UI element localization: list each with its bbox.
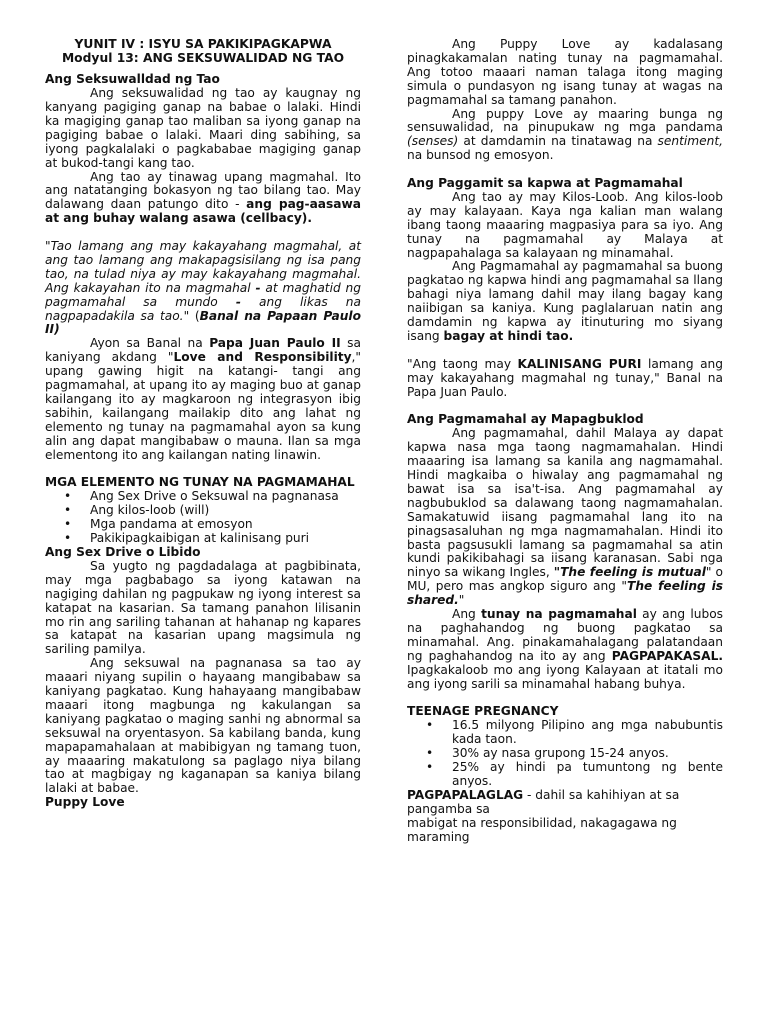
list-item: • Ang Sex Drive o Seksuwal na pagnanasa [90,490,361,504]
paragraph: Ang seksuwalidad ng tao ay kaugnay ng kanyang pagiging ganap na babae o lalaki. Hindi ka magiging ganap tao maliban sa iyong ganap na pagiging babae o lalaki. Maari ding sabihing, sa iyong pagkalalaki o pagkababae magiging ganap at bukod-tangi kang tao. [45,86,361,170]
paragraph: Ang seksuwal na pagnanasa sa tao ay maaari niyang supilin o hayaang mangibabaw sa kaniyang pagkatao. Kung hahayaang mangibabaw maaari itong magbunga ng kakulangan sa kaniyang pagkatao o maging sanhi ng abnormal sa seksuwal na oryentasyon. Sa kabilang banda, kung mapapamahalaan at mabibigyan ng tamang tuon, ay maaaring makatulong sa paglago niya bilang tao at magbigay ng kaganapan sa kaniya bilang lalaki at babae. [45,656,361,796]
elemento-list [45,490,361,546]
paragraph: Ang Puppy Love ay kadalasang pinagkakamalan nating tunay na pagmamahal. Ang totoo maaari naman talaga itong maging simula o pundasyon ng isang tunay at wagas na pagmamahal sa tamang panahon. [407,37,723,107]
heading-puppy-love: Puppy Love [45,795,125,810]
heading-elemento: MGA ELEMENTO NG TUNAY NA PAGMAMAHAL [45,475,355,490]
list-item: • 16.5 milyong Pilipino ang mga nabubuntis kada taon. [452,719,723,747]
list-item: • 30% ay nasa grupong 15-24 anyos. [452,747,723,761]
paragraph: Ang pagmamahal, dahil Malaya ay dapat kapwa nasa mga taong nagmamahalan. Hindi maaaring isa lamang sa kanila ang nagmamahal. Hindi magkaiba o hiwalay ang pagmamahal ng bawat isa sa isa't-isa. Ang pagmamahal ay nagbubuklod sa dalawang taong nagmamahalan. Samakatuwid iisang pagmamahal lang ito na pinagsasaluhan ng mga nagmamahalan. Hindi ito basta pagsusukli lamang sa pagmamahal sa atin kundi pakikibahagi sa iisang karanasan. Sabi nga ninyo sa wikang Ingles, "The feeling is mutual" o MU, pero mas angkop siguro ang "The feeling is shared." [407,426,724,608]
quote-paragraph: "Tao lamang ang may kakayahang magmahal, at ang tao lamang ang makapagsisilang ng isa pang tao, na tulad niya ay may kakayahang magmahal. Ang kakayahan ito na magmahal - at maghatid ng pagmamahal sa mundo - ang likas na nagpapadakila sa tao." (Banal na Papaan Paulo II) [45,239,362,337]
document-title [45,38,361,65]
paragraph: Ang tunay na pagmamahal ay ang lubos na paghahandog ng buong pagkatao sa minamahal. Ang. pinakamahalagang palatandaan ng paghahandog na ito ay ang PAGPAPAKASAL. Ipagkakaloob mo ang iyong Kalayaan at itatali mo ang iyong sarili sa minamahal habang buhya. [407,607,723,691]
heading-sex-drive: Ang Sex Drive o Libido [45,544,201,559]
title-line: YUNIT IV : ISYU SA PAKIKIPAGKAPWA [74,37,332,51]
paragraph: mabigat na responsibilidad, nakagagawa ng maraming [407,815,677,844]
list-item: • Ang kilos-loob (will) [90,504,361,518]
right-column [407,38,723,845]
heading-mapagbuklod: Ang Pagmamahal ay Mapagbuklod [407,412,644,427]
left-column [45,38,361,810]
paragraph: Ang Pagmamahal ay pagmamahal sa buong pagkatao ng kapwa hindi ang pagmamahal sa llang bahagi niya lamang dahil may ilang bagay kang naiibigan sa kaniya. Kung paglalaruan natin ang damdamin ng kapwa ay itinuturing mo siyang isang bagay at hindi tao. [407,259,723,344]
title-line: Modyul 13: ANG SEKSUWALIDAD NG TAO [61,50,345,65]
paragraph: Sa yugto ng pagdadalaga at pagbibinata, may mga pagbabago sa iyong katawan na nagiging dahilan ng pagpukaw ng iyong interest sa katapat na kasarian. Sa tamang panahon lilisanin mo rin ang sariling tahanan at hahanap ng kapares sa katapat na kasarian upang magsimula ng sariling pamilya. [45,558,361,657]
heading-teenage-pregnancy: TEENAGE PREGNANCY [407,704,559,719]
paragraph: Ayon sa Banal na Papa Juan Paulo II sa kaniyang akdang "Love and Responsibility," upang gawing higit na katangi- tangi ang pagmamahal, at upang ito ay maging buo at ganap kailangang ito ay magkaroon ng integrasyon ibig sabihin, kailangang mailakip dito ang lahat ng elemento ng tunay na pagmamahal ayon sa kung alin ang dapat mangibabaw o mauna. Ilan sa mga elementong ito ang kailangan nating linawin. [45,336,361,462]
list-item: • Pakikipagkaibigan at kalinisang puri [90,532,361,546]
paragraph: Ang tao ay tinawag upang magmahal. Ito ang natatanging bokasyon ng tao bilang tao. May dalawang daan patungo dito - ang pag-aasawa at ang buhay walang asawa (cellbacy). [45,169,361,226]
paragraph: Ang tao ay may Kilos-Loob. Ang kilos-loob ay may kalayaan. Kaya nga kalian man walang ibang taong maaaring magpasiya para sa iyo. Ang tunay na pagmamahal ay Malaya at nagpapahalaga sa kalayaan ng minamahal. [407,189,723,260]
list-item: • Mga pandama at emosyon [90,518,361,532]
quote-paragraph: "Ang taong may KALINISANG PURI lamang ang may kakayahang magmahal ng tunay," Banal na Papa Juan Paulo. [407,356,723,399]
heading-paggamit: Ang Paggamit sa kapwa at Pagmamahal [407,176,683,191]
list-item: • 25% ay hindi pa tumuntong ng bente anyos. [452,761,723,789]
heading-seksuwalidad: Ang Seksuwalldad ng Tao [45,72,220,87]
paragraph: Ang puppy Love ay maaring bunga ng sensuwalidad, na pinupukaw ng mga pandama (senses) at damdamin na tinatawag na sentiment, na bunsod ng emosyon. [407,106,723,163]
teen-list [407,719,723,789]
paragraph: PAGPAPALAGLAG - dahil sa kahihiyan at sa pangamba sa [407,787,680,816]
